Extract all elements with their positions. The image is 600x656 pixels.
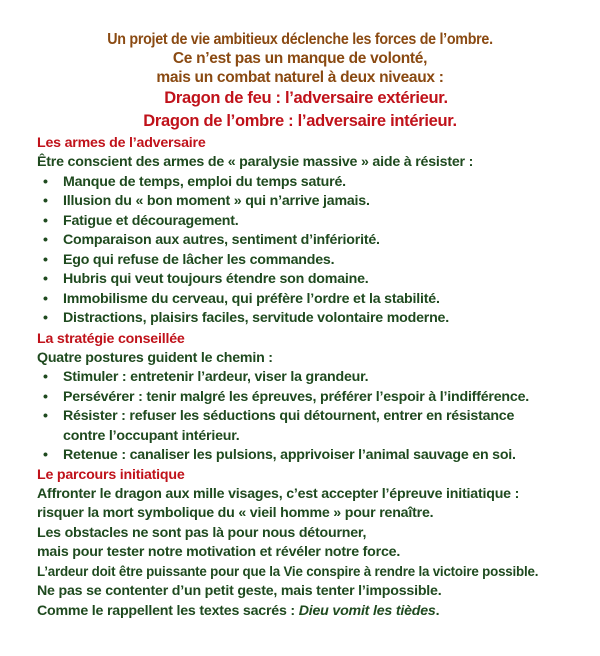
- closing-period: .: [435, 602, 440, 619]
- strategy-lead: Quatre postures guident le chemin :: [37, 349, 273, 366]
- list-item-text: Ego qui refuse de lâcher les commandes.: [63, 251, 335, 268]
- journey-line: [37, 563, 587, 583]
- section-weapons: [37, 134, 587, 329]
- intro-line-1: Un projet de vie ambitieux déclenche les forces de l’ombre.: [107, 31, 493, 48]
- list-item: [37, 251, 587, 271]
- closing-prefix: Comme le rappellent les textes sacrés :: [37, 602, 299, 619]
- bullet-icon: •: [43, 388, 48, 405]
- list-item-text: Retenue : canaliser les pulsions, apprivoiser l’animal sauvage en soi.: [63, 447, 516, 463]
- journey-line: mais pour tester notre motivation et révéler notre force.: [37, 544, 401, 560]
- journey-line: Les obstacles ne sont pas là pour nous détourner,: [37, 524, 367, 541]
- list-item: [37, 212, 587, 232]
- list-item: [37, 388, 587, 408]
- bullet-icon: •: [43, 232, 48, 248]
- journey-line: risquer la mort symbolique du « vieil homme » pour renaître.: [37, 505, 434, 521]
- strategy-list: [37, 368, 587, 466]
- list-item: [37, 192, 587, 212]
- content-body: [37, 134, 587, 621]
- section-heading-strategy: La stratégie conseillée: [37, 330, 185, 347]
- list-item: [37, 173, 587, 193]
- list-item: [37, 446, 587, 466]
- bullet-icon: •: [43, 271, 48, 287]
- list-item-text: Fatigue et découragement.: [63, 212, 239, 229]
- bullet-icon: •: [43, 193, 48, 209]
- list-item-continuation: contre l’occupant intérieur.: [63, 427, 240, 444]
- section-heading-weapons: Les armes de l’adversaire: [37, 135, 206, 151]
- list-item-text: Stimuler : entretenir l’ardeur, viser la grandeur.: [63, 369, 369, 385]
- list-item-text: Persévérer : tenir malgré les épreuves, préférer l’espoir à l’indifférence.: [63, 388, 530, 405]
- list-item-text: Distractions, plaisirs faciles, servitude volontaire moderne.: [63, 310, 449, 326]
- bullet-icon: •: [43, 408, 48, 424]
- journey-closing-line: [37, 602, 587, 622]
- list-item: [37, 270, 587, 290]
- list-item-text: Manque de temps, emploi du temps saturé.: [63, 173, 346, 190]
- intro-line-3: mais un combat naturel à deux niveaux :: [156, 69, 444, 86]
- list-item: [37, 290, 587, 310]
- section-journey: [37, 466, 587, 622]
- weapons-lead: Être conscient des armes de « paralysie massive » aide à résister :: [37, 154, 474, 170]
- bullet-icon: •: [43, 369, 48, 385]
- intro-line-2: Ce n’est pas un manque de volonté,: [172, 50, 428, 67]
- list-item-text: Comparaison aux autres, sentiment d’infériorité.: [63, 232, 380, 248]
- list-item: [37, 231, 587, 251]
- bullet-icon: •: [43, 290, 48, 307]
- list-item: [37, 309, 587, 329]
- weapons-list: [37, 173, 587, 329]
- bullet-icon: •: [43, 212, 48, 229]
- list-item: [37, 407, 587, 446]
- list-item-text: Immobilisme du cerveau, qui préfère l’ordre et la stabilité.: [63, 290, 440, 307]
- list-item-text: Illusion du « bon moment » qui n’arrive jamais.: [63, 193, 370, 209]
- list-item-text: Hubris qui veut toujours étendre son domaine.: [63, 271, 369, 287]
- intro-block: [0, 30, 600, 133]
- sacred-quote: Dieu vomit les tièdes: [298, 602, 436, 619]
- section-strategy: [37, 330, 587, 466]
- bullet-icon: •: [43, 173, 48, 190]
- journey-line: Affronter le dragon aux mille visages, c’est accepter l’épreuve initiatique :: [37, 485, 520, 502]
- journey-line: Ne pas se contenter d’un petit geste, mais tenter l’impossible.: [37, 583, 442, 599]
- bullet-icon: •: [43, 447, 48, 463]
- dragon-fire-line: Dragon de feu : l’adversaire extérieur.: [164, 89, 448, 107]
- list-item-text: Résister : refuser les séductions qui détournent, entrer en résistance: [63, 408, 515, 424]
- journey-line-text: L’ardeur doit être puissante pour que la Vie conspire à rendre la victoire possible.: [37, 563, 539, 580]
- dragon-shadow-line: Dragon de l’ombre : l’adversaire intérieur.: [143, 112, 457, 130]
- list-item: [37, 368, 587, 388]
- bullet-icon: •: [43, 251, 48, 268]
- bullet-icon: •: [43, 310, 48, 326]
- section-heading-journey: Le parcours initiatique: [37, 466, 185, 483]
